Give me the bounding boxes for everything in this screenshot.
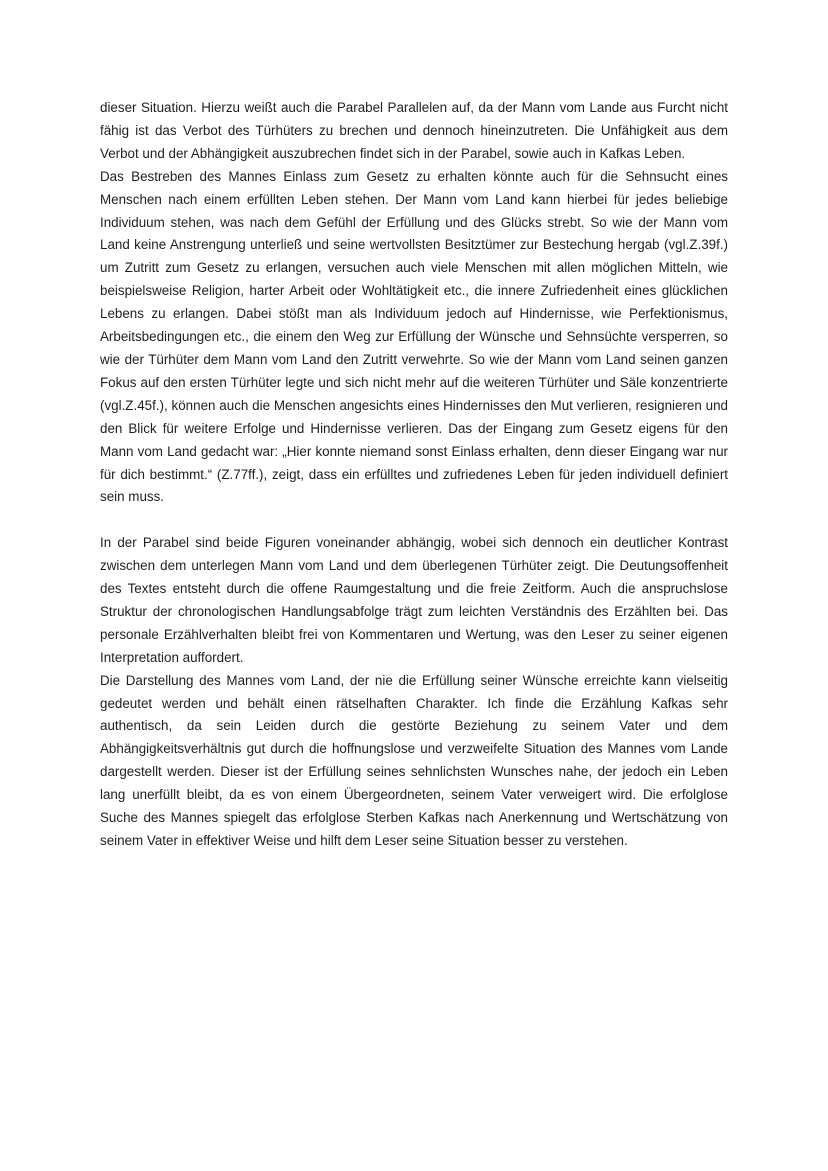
document-body [100, 97, 728, 853]
paragraph-situation: dieser Situation. Hierzu weißt auch die Parabel Parallelen auf, da der Mann vom Lande aus Furcht nicht fähig ist das Verbot des Türhüters zu brechen und dennoch hineinzutreten. Die Unfähigkeit aus dem Verbot und der Abhängigkeit auszubrechen findet sich in der Parabel, sowie auch in Kafkas Leben. [100, 100, 728, 161]
paragraph-spacer [100, 509, 728, 532]
paragraph-bestreben: Das Bestreben des Mannes Einlass zum Gesetz zu erhalten könnte auch für die Sehnsucht eines Menschen nach einem erfüllten Leben stehen. Der Mann vom Land kann hierbei für jedes beliebige Individuum stehen, was nach dem Gefühl der Erfüllung und des Glücks strebt. So wie der Mann vom Land keine Anstrengung unterließ und seine wertvollsten Besitztümer zur Bestechung hergab (vgl.Z.39f.) um Zutritt zum Gesetz zu erlangen, versuchen auch viele Menschen mit allen möglichen Mitteln, wie beispielsweise Religion, harter Arbeit oder Wohltätigkeit etc., die innere Zufriedenheit eines glücklichen Lebens zu erlangen. Dabei stößt man als Individuum jedoch auf Hindernisse, wie Perfektionismus, Arbeitsbedingungen etc., die einem den Weg zur Erfüllung der Wünsche und Sehnsüchte versperren, so wie der Türhüter dem Mann vom Land den Zutritt verwehrte. So wie der Mann vom Land seinen ganzen Fokus auf den ersten Türhüter legte und sich nicht mehr auf die weiteren Türhüter und Säle konzentrierte (vgl.Z.45f.), können auch die Menschen angesichts eines Hindernisses den Mut verlieren, resignieren und den Blick für weitere Erfolge und Hindernisse verlieren. Das der Eingang zum Gesetz eigens für den Mann vom Land gedacht war: „Hier konnte niemand sonst Einlass erhalten, denn dieser Eingang war nur für dich bestimmt.“ (Z.77ff.), zeigt, dass ein erfülltes und zufriedenes Leben für jeden individuell definiert sein muss. [100, 168, 728, 505]
paragraph-darstellung: Die Darstellung des Mannes vom Land, der nie die Erfüllung seiner Wünsche erreichte kann vielseitig gedeutet werden und behält einen rätselhaften Charakter. Ich finde die Erzählung Kafkas sehr authentisch, da sein Leiden durch die gestörte Beziehung zu seinem Vater und dem Abhängigkeitsverhältnis gut durch die hoffnungslose und verzweifelte Situation des Mannes vom Lande dargestellt werden. Dieser ist der Erfüllung seines sehnlichsten Wunsches nahe, der jedoch ein Leben lang unerfüllt bleibt, da es von einem Übergeordneten, seinem Vater verweigert wird. Die erfolglose Suche des Mannes spiegelt das erfolglose Sterben Kafkas nach Anerkennung und Wertschätzung von seinem Vater in effektiver Weise und hilft dem Leser seine Situation besser zu verstehen. [100, 672, 728, 848]
paragraph-figuren: In der Parabel sind beide Figuren voneinander abhängig, wobei sich dennoch ein deutlicher Kontrast zwischen dem unterlegen Mann vom Land und dem überlegenen Türhüter zeigt. Die Deutungsoffenheit des Textes entsteht durch die offene Raumgestaltung und die freie Zeitform. Auch die anspruchslose Struktur der chronologischen Handlungsabfolge trägt zum leichten Verständnis des Erzählten bei. Das personale Erzählverhalten bleibt frei von Kommentaren und Wertung, was den Leser zu seiner eigenen Interpretation auffordert. [100, 535, 728, 665]
